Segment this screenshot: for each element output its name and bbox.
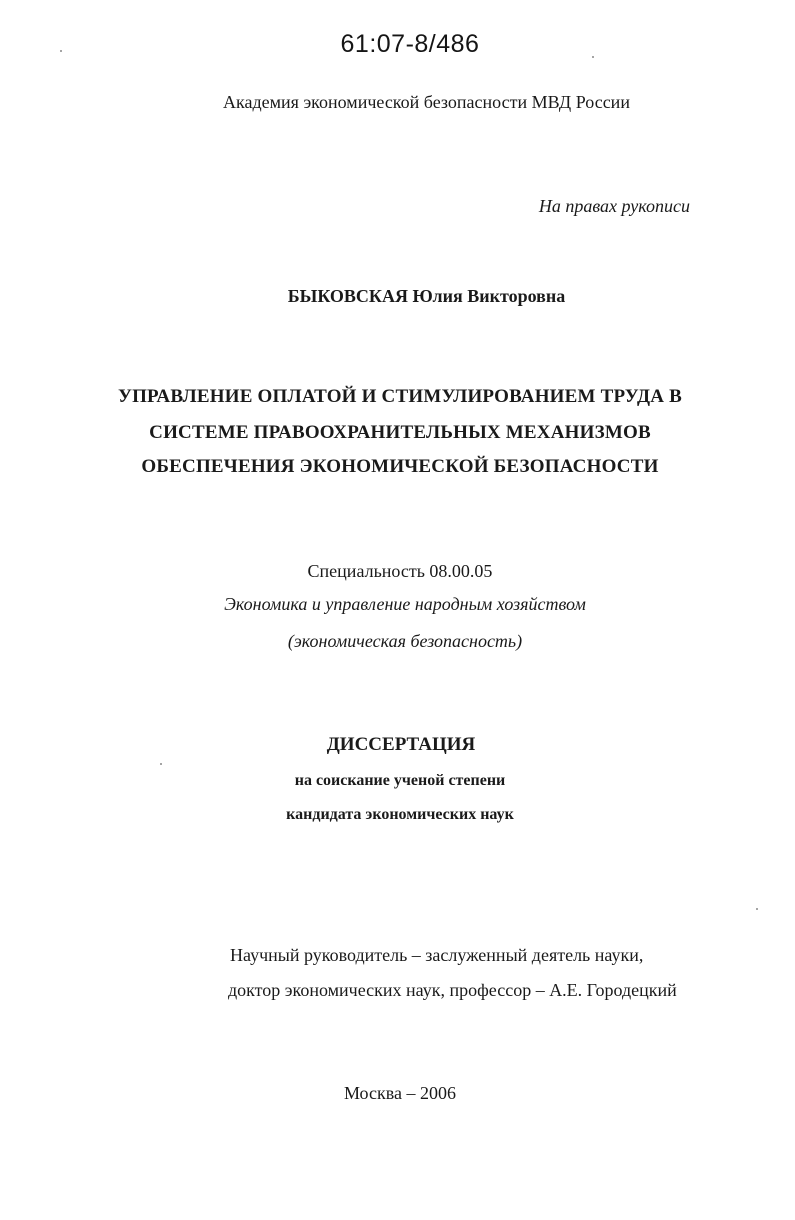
scan-speck — [756, 908, 758, 910]
scan-speck — [160, 763, 162, 765]
manuscript-rights-note: На правах рукописи — [538, 196, 690, 216]
specialty-area: (экономическая безопасность) — [287, 631, 523, 651]
document-type: ДИССЕРТАЦИЯ — [326, 734, 476, 755]
supervisor-line-1: Научный руководитель – заслуженный деятель науки, — [230, 945, 644, 965]
thesis-title-line-1: УПРАВЛЕНИЕ ОПЛАТОЙ И СТИМУЛИРОВАНИЕМ ТРУДА В — [117, 386, 683, 407]
degree-line-2: кандидата экономических наук — [286, 806, 514, 823]
scan-speck — [592, 56, 594, 58]
thesis-title-line-2: СИСТЕМЕ ПРАВООХРАНИТЕЛЬНЫХ МЕХАНИЗМОВ — [149, 422, 651, 443]
supervisor-line-2: доктор экономических наук, профессор – А.Е. Городецкий — [228, 980, 677, 1000]
specialty-code: Специальность 08.00.05 — [307, 561, 493, 581]
city-year: Москва – 2006 — [344, 1083, 456, 1103]
thesis-title-line-3: ОБЕСПЕЧЕНИЯ ЭКОНОМИЧЕСКОЙ БЕЗОПАСНОСТИ — [141, 456, 659, 477]
catalog-number: 61:07-8/486 — [340, 30, 480, 58]
scan-speck — [60, 50, 62, 52]
author-name — [0, 286, 795, 307]
specialty-name: Экономика и управление народным хозяйством — [224, 594, 586, 614]
degree-line-1: на соискание ученой степени — [294, 772, 506, 789]
author-given-names: Юлия Викторовна — [412, 286, 566, 306]
author-surname: БЫКОВСКАЯ — [287, 286, 408, 306]
institution-name: Академия экономической безопасности МВД России — [223, 92, 630, 112]
